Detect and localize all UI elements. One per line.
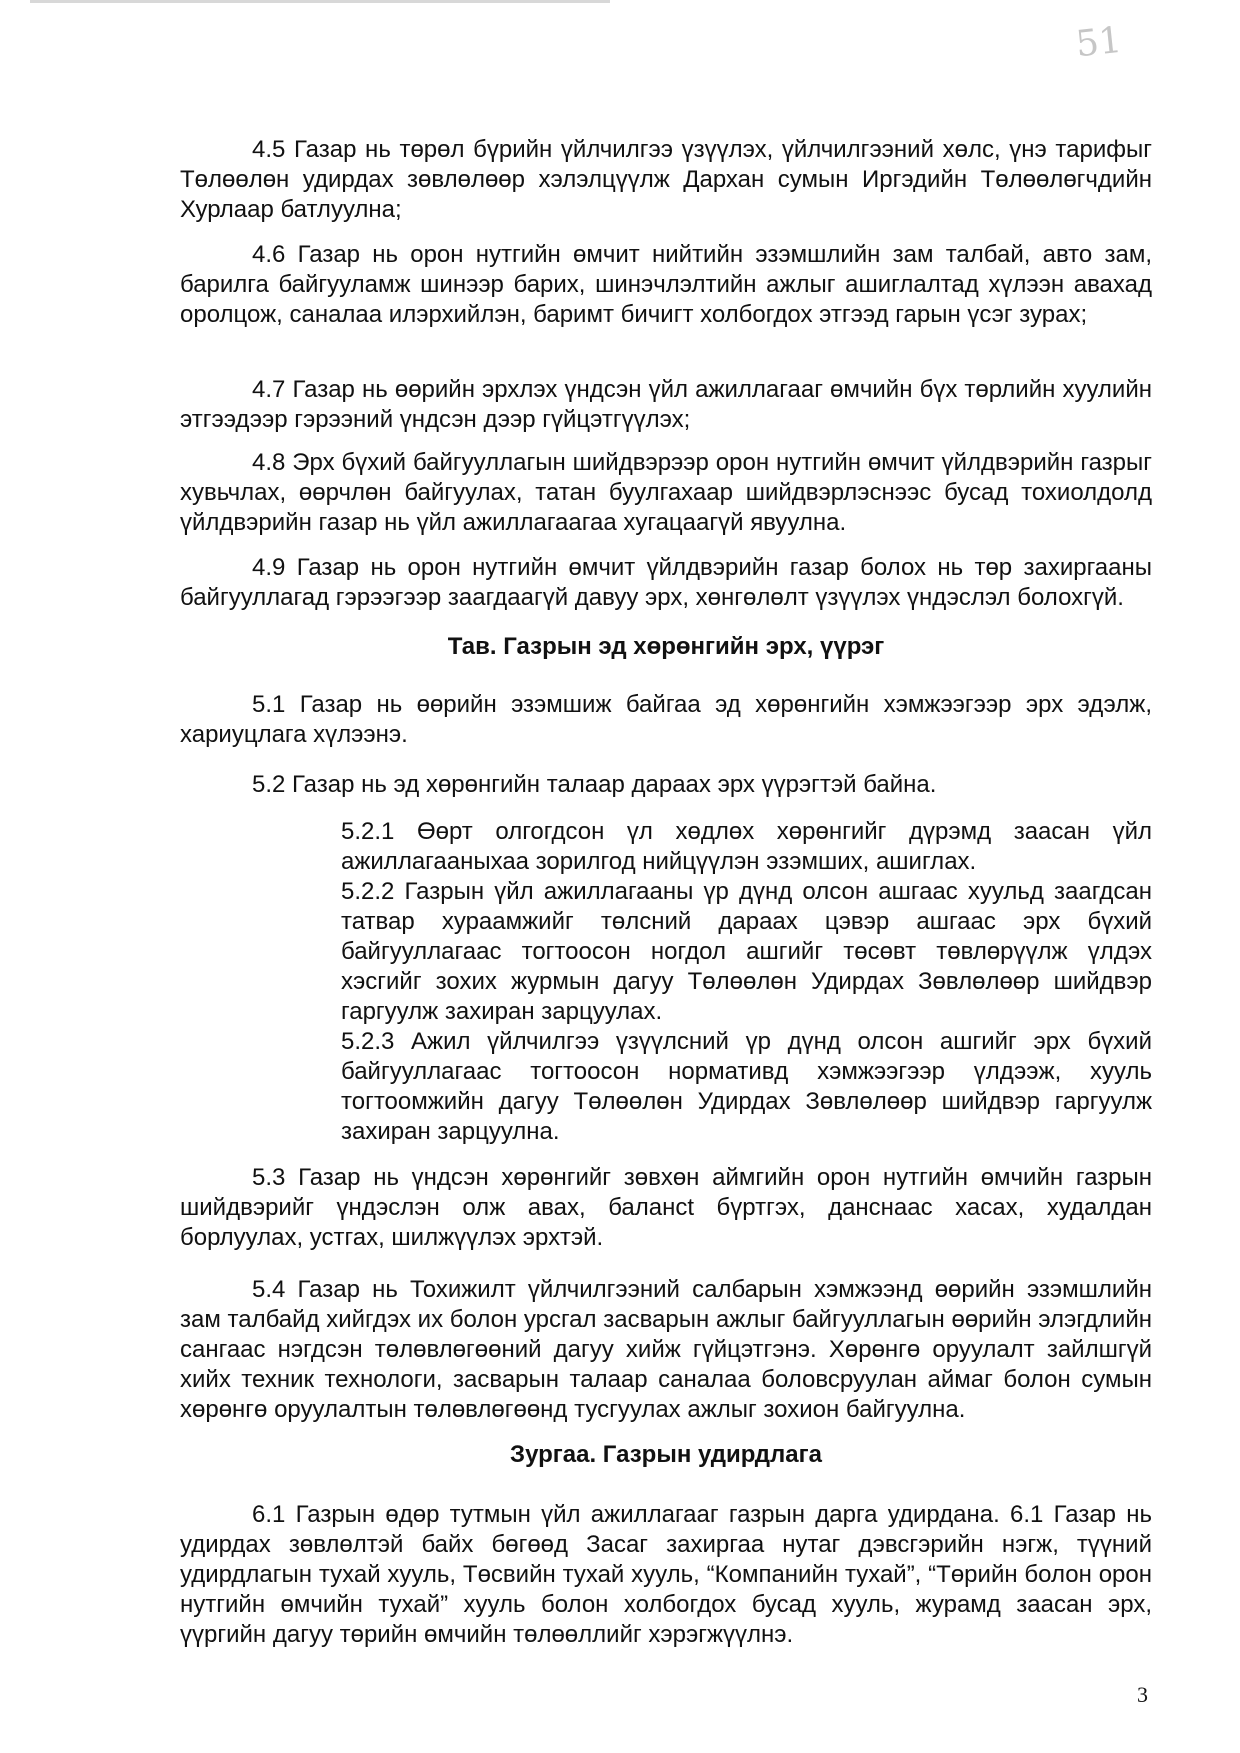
clause-5-2-1: 5.2.1 Өөрт олгогдсон үл хөдлөх хөрөнгийг дүрэмд заасан үйл ажиллагааныхаа зорилгод нийцүүлэн эзэмших, ашиглах. xyxy=(341,818,1152,875)
clause-5-2-2: 5.2.2 Газрын үйл ажиллагааны үр дүнд олсон ашгаас хуульд заагдсан татвар хураамжийг төлсний дараах цэвэр ашгаас эрх бүхий байгууллагаас тогтоосон ногдол ашгийг төсөвт төвлөрүүлж үлдэх хэсгийг зохих журмын дагуу Төлөөлөн Удирдах Зөвлөлөөр шийдвэр гаргуулж захиран зарцуулах. xyxy=(341,878,1152,1025)
scan-edge-line xyxy=(30,0,610,3)
clause-4-6: 4.6 Газар нь орон нутгийн өмчит нийтийн эзэмшлийн зам талбай, авто зам, барилга байгууламж шинээр барих, шинэчлэлтийн ажлыг ашиглалтад хүлээн авахад оролцож, саналаа илэрхийлэн, баримт бичигт холбогдох этгээд гарын үсэг зурах; xyxy=(180,241,1152,328)
clause-5-1: 5.1 Газар нь өөрийн эзэмшиж байгаа эд хөрөнгийн хэмжээгээр эрх эдэлж, хариуцлага хүлээнэ. xyxy=(180,691,1152,748)
clause-5-2: 5.2 Газар нь эд хөрөнгийн талаар дараах эрх үүрэгтэй байна. xyxy=(252,771,937,798)
clause-5-2-3: 5.2.3 Ажил үйлчилгээ үзүүлсний үр дүнд олсон ашгийг эрх бүхий байгууллагаас тогтоосон нормативд хэмжээгээр үлдээж, хууль тогтоомжийн дагуу Төлөөлөн Удирдах Зөвлөлөөр шийдвэр гаргуулж захиран зарцуулна. xyxy=(341,1028,1152,1145)
section-5-heading: Тав. Газрын эд хөрөнгийн эрх, үүрэг xyxy=(447,633,885,660)
clause-5-3: 5.3 Газар нь үндсэн хөрөнгийг зөвхөн аймгийн орон нутгийн өмчийн газрын шийдвэрийг үндэслэн олж авах, балансt бүртгэх, данснаас хасах, худалдан борлуулах, устгах, шилжүүлэх эрхтэй. xyxy=(180,1164,1152,1251)
handwritten-page-number: 51 xyxy=(1074,19,1124,66)
clause-4-5: 4.5 Газар нь төрөл бүрийн үйлчилгээ үзүүлэх, үйлчилгээний хөлс, үнэ тарифыг Төлөөлөн удирдах зөвлөлөөр хэлэлцүүлж Дархан сумын Иргэдийн Төлөөлөгчдийн Хурлаар батлуулна; xyxy=(180,136,1152,223)
clause-6-1: 6.1 Газрын өдөр тутмын үйл ажиллагааг газрын дарга удирдана. 6.1 Газар нь удирдах зөвлөлтэй байх бөгөөд Засаг захиргаа нутаг дэвсгэрийн нэгж, түүний удирдлагын тухай хууль, Төсвийн тухай хууль, “Компанийн тухай”, “Төрийн болон орон нутгийн өмчийн тухай” хууль болон холбогдох бусад хууль, журамд заасан эрх, үүргийн дагуу төрийн өмчийн төлөөллийг хэрэгжүүлнэ. xyxy=(180,1501,1152,1648)
section-6-heading: Зургаа. Газрын удирдлага xyxy=(510,1441,822,1468)
clause-4-7: 4.7 Газар нь өөрийн эрхлэх үндсэн үйл ажиллагааг өмчийн бүх төрлийн хуулийн этгээдээр гэрээний үндсэн дээр гүйцэтгүүлэх; xyxy=(180,376,1152,433)
clause-4-9: 4.9 Газар нь орон нутгийн өмчит үйлдвэрийн газар болох нь төр захиргааны байгууллагад гэрээгээр заагдаагүй давуу эрх, хөнгөлөлт үзүүлэх үндэслэл болохгүй. xyxy=(180,554,1152,611)
page-number: 3 xyxy=(1137,1682,1148,1707)
clause-5-4: 5.4 Газар нь Тохижилт үйлчилгээний салбарын хэмжээнд өөрийн эзэмшлийн зам талбайд хийгдэх их болон урсгал засварын ажлыг байгууллагын өөрийн элэгдлийн сангаас нэгдсэн төлөвлөгөөний дагуу хийж гүйцэтгэнэ. Хөрөнгө оруулалт зайлшгүй хийх техник технологи, засварын талаар саналаа боловсруулан аймаг болон сумын хөрөнгө оруулалтын төлөвлөгөөнд тусгуулах ажлыг зохион байгуулна. xyxy=(180,1276,1152,1423)
clause-4-8: 4.8 Эрх бүхий байгууллагын шийдвэрээр орон нутгийн өмчит үйлдвэрийн газрыг хувьчлах, өөрчлөн байгуулах, татан буулгахаар шийдвэрлэснээс бусад тохиолдолд үйлдвэрийн газар нь үйл ажиллагаагаа хугацаагүй явуулна. xyxy=(180,449,1152,536)
